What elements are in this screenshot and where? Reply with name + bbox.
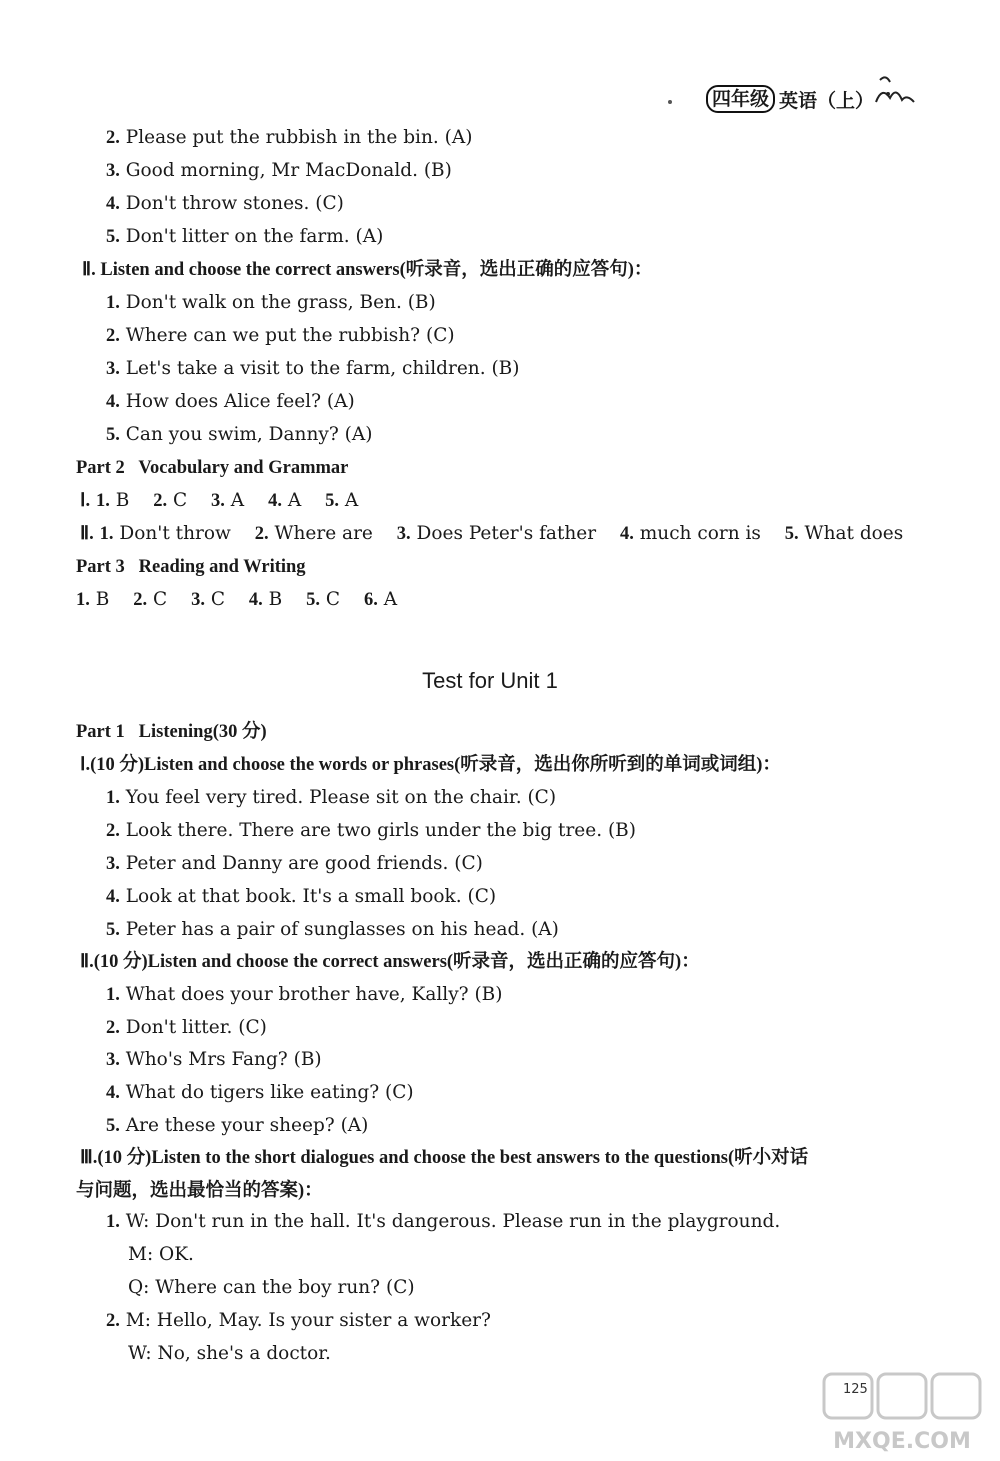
- section-heading: Ⅲ.(10 分)Listen to the short dialogues and choose the best answers to the questions(听小对话: [80, 1148, 809, 1168]
- list-item: 5. Can you swim, Danny? (A): [106, 424, 373, 445]
- list-item: 5. Peter has a pair of sunglasses on his head. (A): [106, 919, 559, 940]
- dialogue-line: 1. W: Don't run in the hall. It's dangerous. Please run in the playground.: [106, 1211, 781, 1232]
- grade-badge: [706, 86, 874, 112]
- list-item: 3. Who's Mrs Fang? (B): [106, 1049, 322, 1070]
- decoration-icon: [868, 72, 918, 112]
- section-heading: Ⅱ.(10 分)Listen and choose the correct answers(听录音，选出正确的应答句)：: [80, 952, 700, 972]
- list-item: 4. Look at that book. It's a small book. (C): [106, 886, 497, 907]
- list-item: 2. Don't litter. (C): [106, 1017, 267, 1038]
- list-item: 4. Don't throw stones. (C): [106, 193, 344, 214]
- page-title: Test for Unit 1: [422, 668, 558, 693]
- list-item: 1. You feel very tired. Please sit on the chair. (C): [106, 787, 557, 808]
- section-heading: Ⅱ. Listen and choose the correct answers(听录音，选出正确的应答句)：: [82, 260, 653, 280]
- answer-line: Ⅰ. 1. B 2. C 3. A 4. A 5. A: [80, 490, 359, 511]
- list-item: 2. Look there. There are two girls under the big tree. (B): [106, 820, 636, 841]
- watermark-logo-icon: [818, 1370, 986, 1456]
- list-item: 5. Are these your sheep? (A): [106, 1115, 369, 1136]
- page-number: 125: [843, 1382, 868, 1397]
- section-heading: Ⅰ.(10 分)Listen and choose the words or phrases(听录音，选出你所听到的单词或词组)：: [80, 755, 781, 775]
- subject-label: 英语（上）: [779, 89, 875, 112]
- part-heading: Part 3 Reading and Writing: [76, 557, 306, 577]
- answer-line: 1. B 2. C 3. C 4. B 5. C 6. A: [76, 589, 398, 610]
- part-heading: Part 1 Listening(30 分): [76, 722, 267, 742]
- list-item: 3. Good morning, Mr MacDonald. (B): [106, 160, 452, 181]
- dialogue-question: Q: Where can the boy run? (C): [128, 1277, 415, 1298]
- page-header: [0, 0, 1000, 120]
- list-item: 1. Don't walk on the grass, Ben. (B): [106, 292, 436, 313]
- list-item: 2. Please put the rubbish in the bin. (A): [106, 127, 473, 148]
- list-item: 3. Peter and Danny are good friends. (C): [106, 853, 483, 874]
- answer-line: Ⅱ. 1. Don't throw 2. Where are 3. Does Peter's father 4. much corn is 5. What does: [80, 523, 904, 544]
- dialogue-line: 2. M: Hello, May. Is your sister a worker?: [106, 1310, 491, 1331]
- dialogue-line: W: No, she's a doctor.: [128, 1343, 331, 1364]
- grade-label: 四年级: [706, 85, 775, 113]
- watermark-text: MXQE.COM: [833, 1429, 971, 1454]
- list-item: 3. Let's take a visit to the farm, children. (B): [106, 358, 520, 379]
- part-heading: Part 2 Vocabulary and Grammar: [76, 458, 349, 478]
- section-heading-continued: 与问题，选出最恰当的答案)：: [76, 1181, 323, 1201]
- header-dot: [668, 100, 672, 104]
- list-item: 4. How does Alice feel? (A): [106, 391, 355, 412]
- list-item: 4. What do tigers like eating? (C): [106, 1082, 414, 1103]
- dialogue-line: M: OK.: [128, 1244, 194, 1265]
- list-item: 2. Where can we put the rubbish? (C): [106, 325, 455, 346]
- list-item: 5. Don't litter on the farm. (A): [106, 226, 384, 247]
- list-item: 1. What does your brother have, Kally? (B): [106, 984, 503, 1005]
